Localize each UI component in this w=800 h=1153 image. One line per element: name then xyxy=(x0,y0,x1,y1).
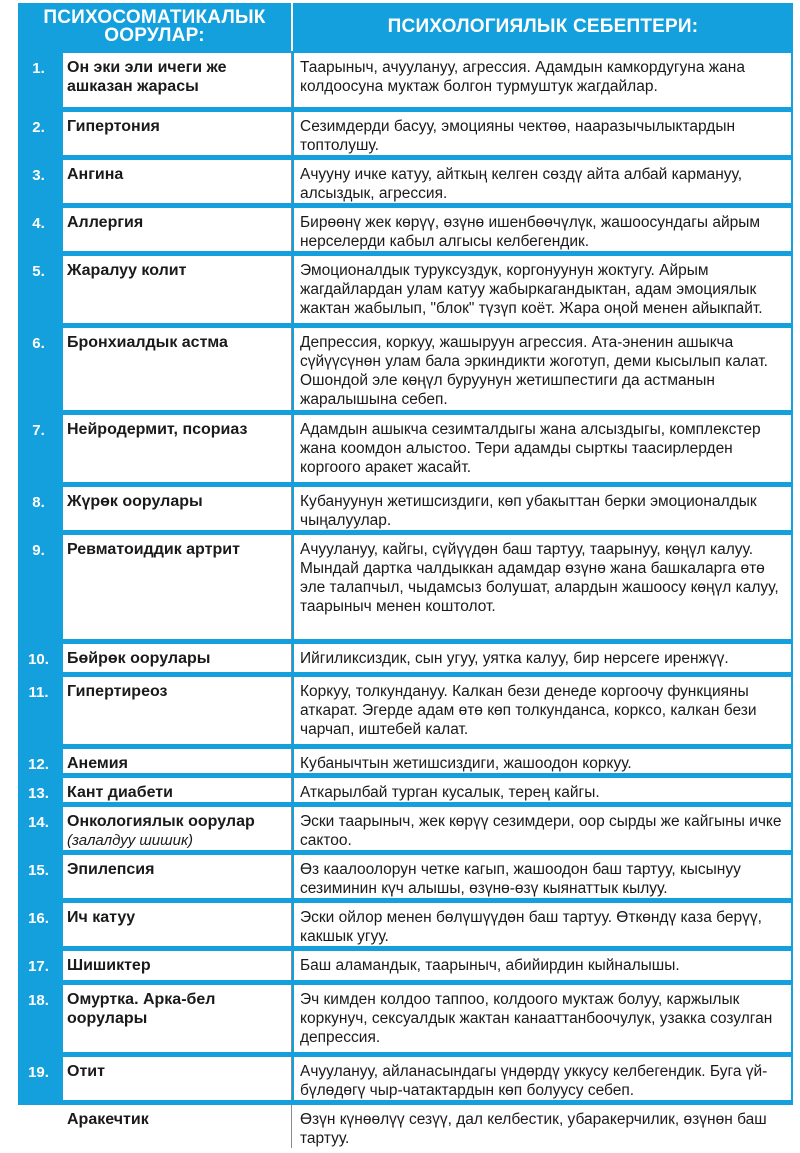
header-diseases: ПСИХОСОМАТИКАЛЫК ООРУЛАР: xyxy=(43,7,266,46)
disease-name-text: Гипертиреоз xyxy=(67,683,168,700)
cause-description xyxy=(294,807,791,850)
cause-description xyxy=(294,487,791,530)
table-row xyxy=(18,1105,793,1148)
table-row xyxy=(18,644,793,672)
table-body xyxy=(18,53,793,1153)
cause-text: Таарыныч, ачуулануу, агрессия. Адамдын камкордугуна жана колдоосуна муктаж болгон турмуштук жагдайлар. xyxy=(300,59,745,95)
disease-name-text: Онкологиялык оорулар xyxy=(67,813,255,830)
row-number: 10. xyxy=(28,651,49,668)
disease-name-text: Ангина xyxy=(67,166,124,183)
table-row xyxy=(18,903,793,946)
row-number: 6. xyxy=(32,335,45,352)
cause-description xyxy=(294,1105,791,1148)
disease-name xyxy=(63,160,292,203)
table-row xyxy=(18,53,793,107)
cause-description xyxy=(294,208,791,251)
disease-name xyxy=(63,256,292,323)
table-row xyxy=(18,208,793,251)
disease-name xyxy=(63,53,292,107)
cause-description xyxy=(294,903,791,946)
disease-name xyxy=(63,855,292,898)
cause-text: Кубанычтын жетишсиздиги, жашоодон коркуу. xyxy=(300,755,632,772)
cause-description xyxy=(294,855,791,898)
row-number: 18. xyxy=(28,992,49,1009)
cause-text: Өз каалоолорун четке кагып, жашоодон баш тартуу, кысынуу сезиминин күч алышы, өзүнө-өзү кыянаттык кылуу. xyxy=(300,861,741,897)
row-number: 3. xyxy=(32,167,45,184)
table-row xyxy=(18,1057,793,1100)
cause-description xyxy=(294,160,791,203)
disease-name xyxy=(63,749,292,773)
table-row xyxy=(18,415,793,482)
row-number: 1. xyxy=(32,60,45,77)
row-number: 7. xyxy=(32,422,45,439)
table-row xyxy=(18,328,793,410)
disease-name-text: Бөйрөк оорулары xyxy=(67,650,211,667)
disease-name-text: Жаралуу колит xyxy=(67,262,187,279)
disease-name-text: Отит xyxy=(67,1063,105,1080)
disease-name-text: Анемия xyxy=(67,755,128,772)
disease-name-text: Бронхиалдык астма xyxy=(67,334,228,351)
row-number: 4. xyxy=(32,215,45,232)
disease-name-text: Ич катуу xyxy=(67,909,136,926)
row-number: 12. xyxy=(28,756,49,773)
disease-name xyxy=(63,535,292,639)
disease-name xyxy=(63,778,292,802)
disease-name-text: Шишиктер xyxy=(67,957,151,974)
row-number: 13. xyxy=(28,785,49,802)
row-number: 5. xyxy=(32,263,45,280)
table-row xyxy=(18,487,793,530)
cause-description xyxy=(294,415,791,482)
disease-name xyxy=(63,951,292,980)
disease-name-text: Он эки эли ичеги же ашказан жарасы xyxy=(67,59,227,95)
disease-name-text: Эпилепсия xyxy=(67,861,155,878)
disease-name xyxy=(63,644,292,672)
cause-description xyxy=(294,749,791,773)
table-row xyxy=(18,855,793,898)
disease-name xyxy=(63,487,292,530)
row-number: 9. xyxy=(32,542,45,559)
cause-description xyxy=(294,256,791,323)
cause-text: Бирөөнү жек көрүү, өзүнө ишенбөөчүлүк, жашоосундагы айрым нерселерди кабыл алгысы келбегендик. xyxy=(300,214,761,250)
cause-description xyxy=(294,535,791,639)
cause-text: Сезимдерди басуу, эмоцияны чектөө, нааразычылыктардын топтолушу. xyxy=(300,118,736,154)
cause-text: Баш аламандык, таарыныч, абийирдин кыйналышы. xyxy=(300,957,680,974)
cause-text: Эски ойлор менен бөлүшүүдөн баш тартуу. Өткөндү каза берүү, какшык угуу. xyxy=(300,909,762,945)
cause-description xyxy=(294,112,791,155)
cause-text: Кубануунун жетишсиздиги, көп убакыттан берки эмоционалдык чыңалуулар. xyxy=(300,493,757,529)
cause-text: Ачуулануу, айланасындагы үндөрдү уккусу келбегендик. Буга үй-бүлөдөгү чыр-чатактардын көп болуусу себеп. xyxy=(300,1063,768,1099)
table-row xyxy=(18,535,793,639)
cause-text: Ийгиликсиздик, сын угуу, уятка калуу, бир нерсеге иренжүү. xyxy=(300,650,729,667)
cause-text: Эски таарыныч, жек көрүү сезимдери, оор сырды же кайгыны ичке сактоо. xyxy=(300,813,782,849)
disease-name xyxy=(63,903,292,946)
disease-name-text: Нейродермит, псориаз xyxy=(67,421,248,438)
row-number: 8. xyxy=(32,494,45,511)
row-number: 17. xyxy=(28,958,49,975)
row-number: 20. xyxy=(28,1112,49,1129)
cause-text: Эч кимден колдоо таппоо, колдоого муктаж болуу, каржылык коркунуч, сексуалдык жактан канааттанбоочулук, узакка созулган депрессия. xyxy=(300,991,773,1046)
header-causes: ПСИХОЛОГИЯЛЫК СЕБЕПТЕРИ: xyxy=(387,16,699,37)
disease-name-text: Кант диабети xyxy=(67,784,173,801)
table-row xyxy=(18,807,793,850)
disease-name xyxy=(63,985,292,1052)
table-row xyxy=(18,778,793,802)
cause-text: Депрессия, коркуу, жашыруун агрессия. Ата-эненин ашыкча сүйүүсүнөн улам бала эркиндикти жоготуп, деми кысылып калат. Ошондой эле көңүл буруунун жетишпестиги да астманын жаралышына себеп. xyxy=(300,334,768,408)
disease-name-text: Ревматоиддик артрит xyxy=(67,541,240,558)
table-row xyxy=(18,985,793,1052)
disease-name-text: Аракечтик xyxy=(67,1111,149,1128)
disease-name-text: Аллергия xyxy=(67,214,144,231)
disease-name-text: Жүрөк оорулары xyxy=(67,493,203,510)
disease-name xyxy=(63,415,292,482)
cause-text: Ачуулануу, кайгы, сүйүүдөн баш тартуу, таарынуу, көңүл калуу. xyxy=(300,541,754,558)
table-row xyxy=(18,112,793,155)
disease-subtitle: (залалдуу шишик) xyxy=(67,832,194,849)
row-number: 15. xyxy=(28,862,49,879)
disease-name xyxy=(63,112,292,155)
cause-description xyxy=(294,951,791,980)
disease-name-text: Омуртка. Арка-бел оорулары xyxy=(67,991,216,1027)
row-number: 16. xyxy=(28,910,49,927)
table-row xyxy=(18,749,793,773)
table-row xyxy=(18,256,793,323)
cause-text: Адамдын ашыкча сезимталдыгы жана алсыздыгы, комплекстер жана коомдон алыстоо. Тери адамды сырткы таасирлерден коргоого аракет жасайт. xyxy=(300,421,761,476)
cause-description xyxy=(294,1057,791,1100)
table-header xyxy=(18,3,793,51)
table-sheet xyxy=(18,3,793,1147)
cause-text: Эмоционалдык туруксуздук, коргонуунун жоктугу. Айрым жагдайлардан улам катуу жабыркагандыктан, адам эмоциялык жактан жабылып, "блок" түзүп коёт. Жара оңой менен айыкпайт. xyxy=(300,262,763,317)
disease-name xyxy=(63,328,292,410)
row-number: 14. xyxy=(28,814,49,831)
table-row xyxy=(18,160,793,203)
disease-name xyxy=(63,1105,292,1148)
cause-text: Коркуу, толкундануу. Калкан бези денеде коргоочу функцияны аткарат. Эгерде адам өтө көп толкунданса, корксо, калкан бези чарчап, иштебей калат. xyxy=(300,683,757,738)
cause-text: Өзүн күнөөлүү сезүү, дал келбестик, убаракерчилик, өзүнөн баш тартуу. xyxy=(300,1111,767,1147)
table-row xyxy=(18,951,793,980)
disease-name xyxy=(63,208,292,251)
table-row xyxy=(18,677,793,744)
cause-text-extra: Мындай дартка чалдыккан адамдар өзүнө жана башкаларга өтө эле талапчыл, чыдамсыз болушат, алардын жашоосу көңүл калуу, таарыныч менен коштолот. xyxy=(300,560,779,615)
cause-description xyxy=(294,328,791,410)
row-number: 2. xyxy=(32,119,45,136)
disease-name xyxy=(63,677,292,744)
cause-description xyxy=(294,778,791,802)
cause-description xyxy=(294,644,791,672)
disease-name xyxy=(63,1057,292,1100)
cause-text: Аткарылбай турган кусалык, терең кайгы. xyxy=(300,784,600,801)
cause-text: Ачууну ичке катуу, айткың келген сөздү айта албай кармануу, алсыздык, агрессия. xyxy=(300,166,743,202)
cause-description xyxy=(294,53,791,107)
disease-name xyxy=(63,807,292,850)
cause-description xyxy=(294,677,791,744)
row-number: 11. xyxy=(28,684,49,701)
row-number: 19. xyxy=(28,1064,49,1081)
disease-name-text: Гипертония xyxy=(67,118,160,135)
cause-description xyxy=(294,985,791,1052)
